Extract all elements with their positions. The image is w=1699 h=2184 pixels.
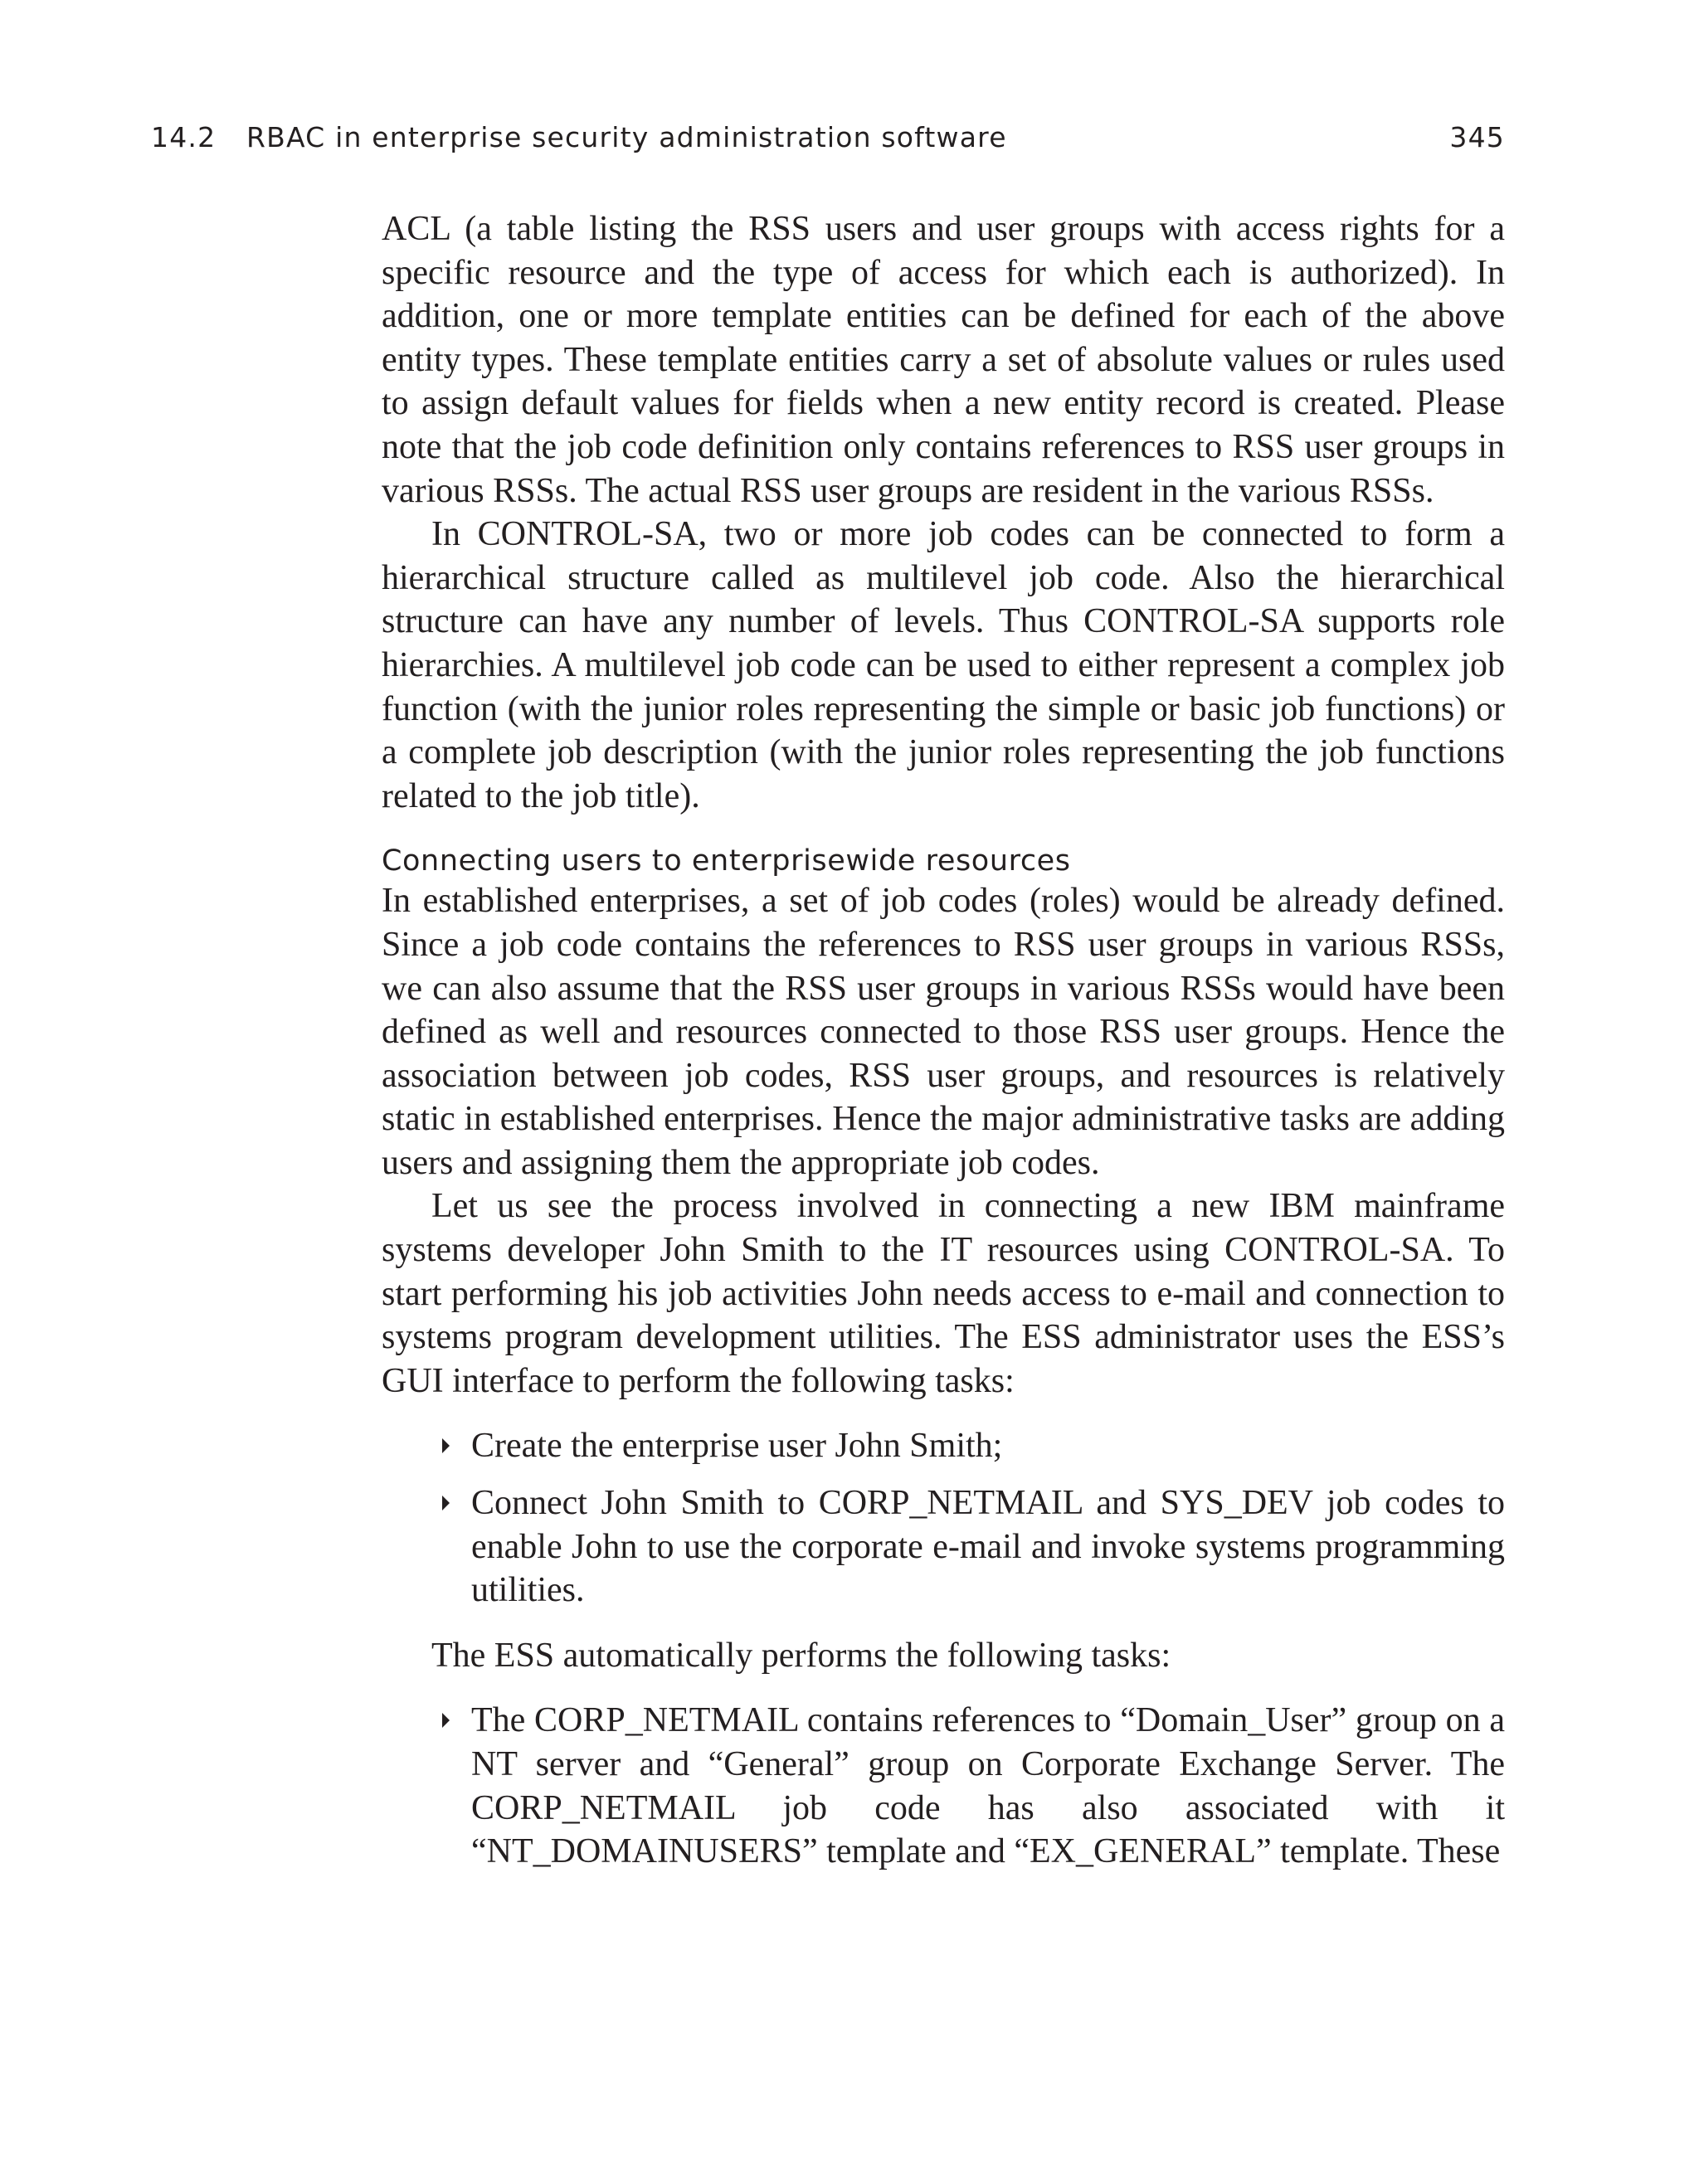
list-item xyxy=(382,1481,1505,1612)
paragraph: In CONTROL-SA, two or more job codes can be connected to form a hierarchical structure called as multilevel job code. Also the hierarchical structure can have any number of levels. Thus CONTROL-SA supports role hierarchies. A multilevel job code can be used to either represent a complex job function (with the junior roles representing the simple or basic job functions) or a complete job description (with the junior roles representing the job functions related to the job title). xyxy=(382,515,1505,815)
section-title: RBAC in enterprise security administration software xyxy=(246,121,1007,153)
list-item-text: Connect John Smith to CORP_NETMAIL and SYS_DEV job codes to enable John to use the corporate e-mail and invoke systems programming utilities. xyxy=(471,1484,1505,1610)
paragraph: The ESS automatically performs the following tasks: xyxy=(431,1636,1171,1675)
list-item-text: The CORP_NETMAIL contains references to “Domain_User” group on a NT server and “General” group on Corporate Exchange Server. The CORP_NETMAIL job code has also associated with it “NT_DOMAINUSERS” template and “EX_GENERAL” template. These xyxy=(471,1701,1505,1871)
subheading: Connecting users to enterprisewide resources xyxy=(382,844,1071,878)
body-text xyxy=(382,207,1505,1887)
admin-task-list xyxy=(382,1424,1505,1612)
running-head xyxy=(151,116,1505,159)
list-item-text: Create the enterprise user John Smith; xyxy=(471,1427,1003,1466)
paragraph: In established enterprises, a set of job codes (roles) would be already defined. Since a job code contains the references to RSS user groups in various RSSs, we can also assume that the RSS user groups in various RSSs would have been defined as well and resources connected to those RSS user groups. Hence the association between job codes, RSS user groups, and resources is relatively static in established enterprises. Hence the major administrative tasks are adding users and assigning them the appropriate job codes. xyxy=(382,882,1505,1182)
list-item xyxy=(382,1424,1505,1468)
bullet-arrow-icon xyxy=(441,1496,450,1510)
section-number: 14.2 xyxy=(151,121,217,153)
paragraph: ACL (a table listing the RSS users and user groups with access rights for a specific resource and the type of access for which each is authorized). In addition, one or more template entities can be defined for each of the above entity types. These template entities carry a set of absolute values or rules used to assign default values for fields when a new entity record is created. Please note that the job code definition only contains references to RSS user groups in various RSSs. The actual RSS user groups are resident in the various RSSs. xyxy=(382,210,1505,510)
bullet-arrow-icon xyxy=(441,1438,450,1453)
ess-task-list xyxy=(382,1699,1505,1873)
page-number: 345 xyxy=(1449,121,1505,153)
paragraph: Let us see the process involved in connecting a new IBM mainframe systems developer John Smith to the IT resources using CONTROL-SA. To start performing his job activities John needs access to e-mail and connection to systems program development utilities. The ESS administrator uses the ESS’s GUI interface to perform the following tasks: xyxy=(382,1187,1505,1400)
bullet-arrow-icon xyxy=(441,1713,450,1728)
list-item xyxy=(382,1699,1505,1873)
